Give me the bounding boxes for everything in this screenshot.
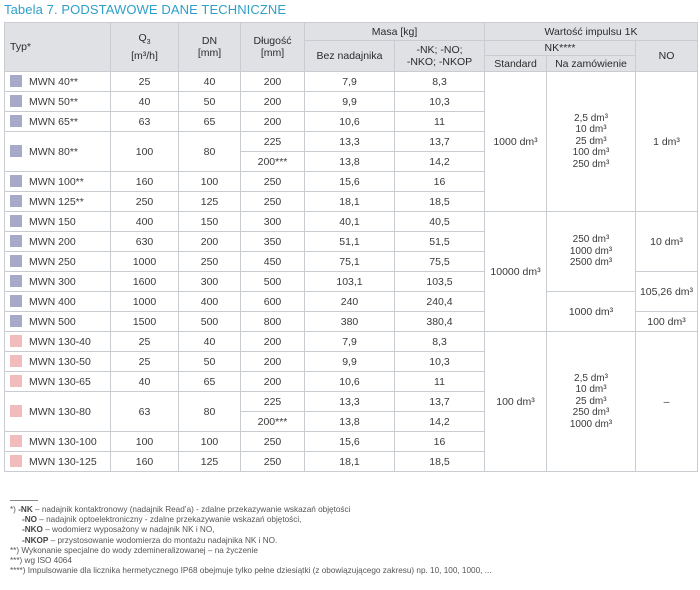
table-row [5,72,698,92]
q3-cell: 1500 [111,312,179,332]
type-cell: MWN 400 [5,292,111,312]
no-cell-g3: – [636,332,698,472]
mass-nk-cell: 13,7 [395,392,485,412]
zamow-cell-g2b: 1000 dm³ [547,292,636,332]
mass-bez-cell: 15,6 [305,172,395,192]
dn-cell: 125 [179,192,241,212]
q3-cell: 400 [111,212,179,232]
type-swatch-icon [10,75,22,87]
dn-cell: 80 [179,132,241,172]
dn-cell: 100 [179,432,241,452]
footnote-no: -NO – nadajnik optoelektroniczny - zdalne przekazywanie wskazań objętości, [22,515,302,525]
type-cell: MWN 500 [5,312,111,332]
header-nk-variants: -NK; -NO; -NKO; -NKOP [395,41,485,72]
mass-bez-cell: 13,3 [305,392,395,412]
mass-bez-cell: 18,1 [305,452,395,472]
type-cell: MWN 130-50 [5,352,111,372]
header-dn: DN [mm] [179,23,241,72]
dn-cell: 40 [179,332,241,352]
zamow-cell-g3: 2,5 dm³ 10 dm³ 25 dm³ 250 dm³ 1000 dm³ [547,332,636,472]
type-swatch-icon [10,455,22,467]
mass-bez-cell: 7,9 [305,332,395,352]
length-cell: 200 [241,112,305,132]
length-cell: 450 [241,252,305,272]
type-cell: MWN 130-40 [5,332,111,352]
type-swatch-icon [10,435,22,447]
table-row [5,332,698,352]
type-cell: MWN 130-80 [5,392,111,432]
standard-cell-g1: 1000 dm³ [485,72,547,212]
footnote-special: **) Wykonanie specjalne do wody zdemineralizowanej – na życzenie [10,545,258,555]
dn-cell: 50 [179,352,241,372]
mass-nk-cell: 18,5 [395,452,485,472]
dn-cell: 50 [179,92,241,112]
dn-cell: 400 [179,292,241,312]
mass-nk-cell: 10,3 [395,92,485,112]
header-impuls: Wartość impulsu 1K [485,23,698,41]
no-cell-g1: 1 dm³ [636,72,698,212]
dn-cell: 125 [179,452,241,472]
type-cell: MWN 125** [5,192,111,212]
length-cell: 200*** [241,152,305,172]
header-masa: Masa [kg] [305,23,485,41]
length-cell: 250 [241,432,305,452]
mass-bez-cell: 15,6 [305,432,395,452]
length-cell: 200 [241,372,305,392]
q3-cell: 25 [111,332,179,352]
type-cell: MWN 150 [5,212,111,232]
type-swatch-icon [10,215,22,227]
mass-bez-cell: 9,9 [305,352,395,372]
dn-cell: 100 [179,172,241,192]
type-cell: MWN 130-100 [5,432,111,452]
mass-bez-cell: 13,3 [305,132,395,152]
type-swatch-icon [10,95,22,107]
table-title: Tabela 7. PODSTAWOWE DANE TECHNICZNE [4,2,287,17]
header-length: Długość [mm] [241,23,305,72]
standard-cell-g3: 100 dm³ [485,332,547,472]
q3-cell: 100 [111,132,179,172]
type-swatch-icon [10,295,22,307]
type-swatch-icon [10,255,22,267]
q3-cell: 63 [111,112,179,132]
mass-bez-cell: 7,9 [305,72,395,92]
dn-cell: 150 [179,212,241,232]
dn-cell: 500 [179,312,241,332]
mass-bez-cell: 10,6 [305,112,395,132]
type-swatch-icon [10,145,22,157]
length-cell: 200*** [241,412,305,432]
type-swatch-icon [10,375,22,387]
header-na-zamowienie: Na zamówienie [547,56,636,72]
header-nk4: NK**** [485,41,636,56]
q3-cell: 63 [111,392,179,432]
mass-bez-cell: 13,8 [305,412,395,432]
length-cell: 500 [241,272,305,292]
type-cell: MWN 130-125 [5,452,111,472]
mass-nk-cell: 103,5 [395,272,485,292]
q3-cell: 250 [111,192,179,212]
type-swatch-icon [10,195,22,207]
mass-bez-cell: 380 [305,312,395,332]
mass-nk-cell: 75,5 [395,252,485,272]
dn-cell: 65 [179,372,241,392]
mass-bez-cell: 103,1 [305,272,395,292]
dn-cell: 40 [179,72,241,92]
header-no: NO [636,41,698,72]
type-cell: MWN 100** [5,172,111,192]
mass-bez-cell: 13,8 [305,152,395,172]
q3-cell: 25 [111,72,179,92]
length-cell: 250 [241,172,305,192]
type-cell: MWN 40** [5,72,111,92]
mass-nk-cell: 51,5 [395,232,485,252]
dn-cell: 80 [179,392,241,432]
no-cell-g2b: 105,26 dm³ [636,272,698,312]
footnote-divider [10,500,38,501]
length-cell: 800 [241,312,305,332]
length-cell: 250 [241,192,305,212]
length-cell: 225 [241,132,305,152]
mass-nk-cell: 14,2 [395,152,485,172]
length-cell: 350 [241,232,305,252]
mass-bez-cell: 10,6 [305,372,395,392]
footnotes [10,500,492,576]
zamow-cell-g2a: 250 dm³ 1000 dm³ 2500 dm³ [547,212,636,292]
footnote-nkop: -NKOP – przystosowanie wodomierza do montażu nadajnika NK i NO. [22,535,278,545]
type-cell: MWN 200 [5,232,111,252]
mass-bez-cell: 75,1 [305,252,395,272]
mass-nk-cell: 40,5 [395,212,485,232]
dn-cell: 250 [179,252,241,272]
mass-bez-cell: 240 [305,292,395,312]
mass-nk-cell: 16 [395,432,485,452]
q3-cell: 100 [111,432,179,452]
q3-cell: 40 [111,92,179,112]
dn-cell: 65 [179,112,241,132]
q3-cell: 1000 [111,252,179,272]
table-row [5,212,698,232]
mass-bez-cell: 51,1 [305,232,395,252]
mass-nk-cell: 11 [395,372,485,392]
table-header [5,23,698,72]
type-cell: MWN 50** [5,92,111,112]
mass-nk-cell: 10,3 [395,352,485,372]
type-cell: MWN 250 [5,252,111,272]
type-swatch-icon [10,175,22,187]
footnote-iso: ***) wg ISO 4064 [10,556,72,566]
footnote-nk: *) -NK – nadajnik kontaktronowy (nadajnik Read’a) - zdalne przekazywanie wskazań objętości [10,505,351,514]
header-q3: $Q_3$ [m³/h] [111,23,179,72]
type-swatch-icon [10,335,22,347]
type-swatch-icon [10,315,22,327]
technical-data-table [4,22,698,472]
length-cell: 200 [241,352,305,372]
length-cell: 300 [241,212,305,232]
footnote-nko: -NKO – wodomierz wyposażony w nadajnik NK i NO, [22,525,215,535]
type-swatch-icon [10,275,22,287]
q3-cell: 1000 [111,292,179,312]
mass-nk-cell: 14,2 [395,412,485,432]
mass-nk-cell: 13,7 [395,132,485,152]
type-cell: MWN 80** [5,132,111,172]
table-body [5,72,698,472]
header-standard: Standard [485,56,547,72]
mass-nk-cell: 240,4 [395,292,485,312]
zamow-cell-g1: 2,5 dm³ 10 dm³ 25 dm³ 100 dm³ 250 dm³ [547,72,636,212]
mass-nk-cell: 8,3 [395,72,485,92]
header-bez-nadajnika: Bez nadajnika [305,41,395,72]
length-cell: 200 [241,92,305,112]
length-cell: 200 [241,332,305,352]
q3-cell: 160 [111,452,179,472]
dn-cell: 200 [179,232,241,252]
mass-nk-cell: 380,4 [395,312,485,332]
standard-cell-g2: 10000 dm³ [485,212,547,332]
type-swatch-icon [10,405,22,417]
length-cell: 250 [241,452,305,472]
q3-cell: 630 [111,232,179,252]
type-cell: MWN 65** [5,112,111,132]
q3-cell: 1600 [111,272,179,292]
mass-bez-cell: 40,1 [305,212,395,232]
type-swatch-icon [10,355,22,367]
dn-cell: 300 [179,272,241,292]
header-typ: Typ* [5,23,111,72]
mass-nk-cell: 11 [395,112,485,132]
no-cell-g2a: 10 dm³ [636,212,698,272]
type-cell: MWN 130-65 [5,372,111,392]
q3-cell: 25 [111,352,179,372]
mass-bez-cell: 18,1 [305,192,395,212]
q3-cell: 160 [111,172,179,192]
footnote-impulse: ****) Impulsowanie dla licznika hermetycznego IP68 obejmuje tylko pełne dziesiątki (z obowiązującego zakresu) np. 10, 100, 1000, ... [10,566,492,576]
length-cell: 200 [241,72,305,92]
type-swatch-icon [10,115,22,127]
length-cell: 225 [241,392,305,412]
table-row [5,292,698,312]
mass-nk-cell: 18,5 [395,192,485,212]
mass-nk-cell: 8,3 [395,332,485,352]
mass-bez-cell: 9,9 [305,92,395,112]
no-cell-g2c: 100 dm³ [636,312,698,332]
q3-cell: 40 [111,372,179,392]
length-cell: 600 [241,292,305,312]
type-cell: MWN 300 [5,272,111,292]
mass-nk-cell: 16 [395,172,485,192]
type-swatch-icon [10,235,22,247]
